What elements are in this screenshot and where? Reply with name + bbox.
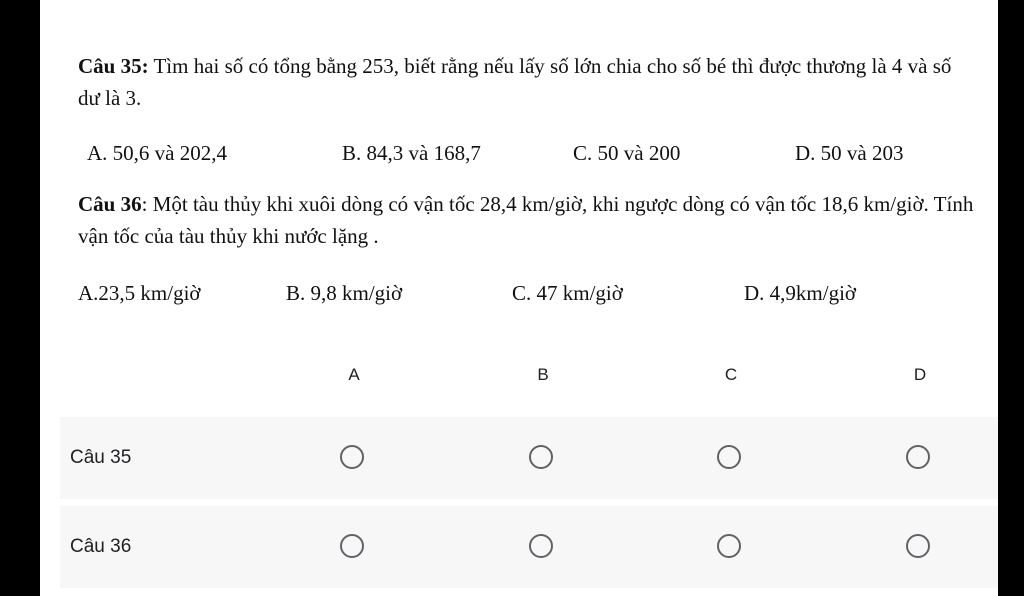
- grid-column-header-a: A: [348, 365, 360, 384]
- radio-cau-36-a[interactable]: [340, 534, 364, 558]
- grid-column-header-c: C: [724, 365, 738, 384]
- q35-option-c: C. 50 và 200: [573, 141, 681, 165]
- radio-cau-35-d[interactable]: [906, 445, 930, 469]
- q36-option-d: D. 4,9km/giờ: [744, 281, 857, 305]
- q36-option-b: B. 9,8 km/giờ: [286, 281, 403, 305]
- q36-option-a: A.23,5 km/giờ: [78, 281, 201, 305]
- question-35-number: Câu 35:: [78, 54, 149, 78]
- question-36-body: : Một tàu thủy khi xuôi dòng có vận tốc 28,4 km/giờ, khi ngược dòng có vận tốc 18,6 km/giờ. Tính vận tốc của tàu thủy khi nước lặng .: [78, 192, 974, 248]
- radio-cau-36-d[interactable]: [906, 534, 930, 558]
- radio-cau-35-b[interactable]: [529, 445, 553, 469]
- question-36-number: Câu 36: [78, 192, 142, 216]
- q36-option-c: C. 47 km/giờ: [512, 281, 623, 305]
- q35-option-b: B. 84,3 và 168,7: [342, 141, 481, 165]
- q35-option-d: D. 50 và 203: [795, 141, 904, 165]
- question-35-text: [78, 50, 978, 114]
- grid-row-label: Câu 35: [70, 447, 132, 468]
- grid-row-cau-35: [60, 417, 998, 499]
- grid-row-cau-36: [60, 506, 998, 588]
- radio-cau-36-b[interactable]: [529, 534, 553, 558]
- radio-cau-36-c[interactable]: [717, 534, 741, 558]
- grid-row-label: Câu 36: [70, 536, 132, 557]
- grid-column-header-b: B: [537, 365, 549, 384]
- quiz-panel: [40, 0, 998, 596]
- radio-cau-35-c[interactable]: [717, 445, 741, 469]
- q35-option-a: A. 50,6 và 202,4: [87, 141, 227, 165]
- question-35-body: Tìm hai số có tổng bằng 253, biết rằng nếu lấy số lớn chia cho số bé thì được thương là 4 và số dư là 3.: [78, 54, 952, 110]
- radio-cau-35-a[interactable]: [340, 445, 364, 469]
- grid-column-header-d: D: [913, 365, 927, 384]
- question-36-text: [78, 188, 978, 252]
